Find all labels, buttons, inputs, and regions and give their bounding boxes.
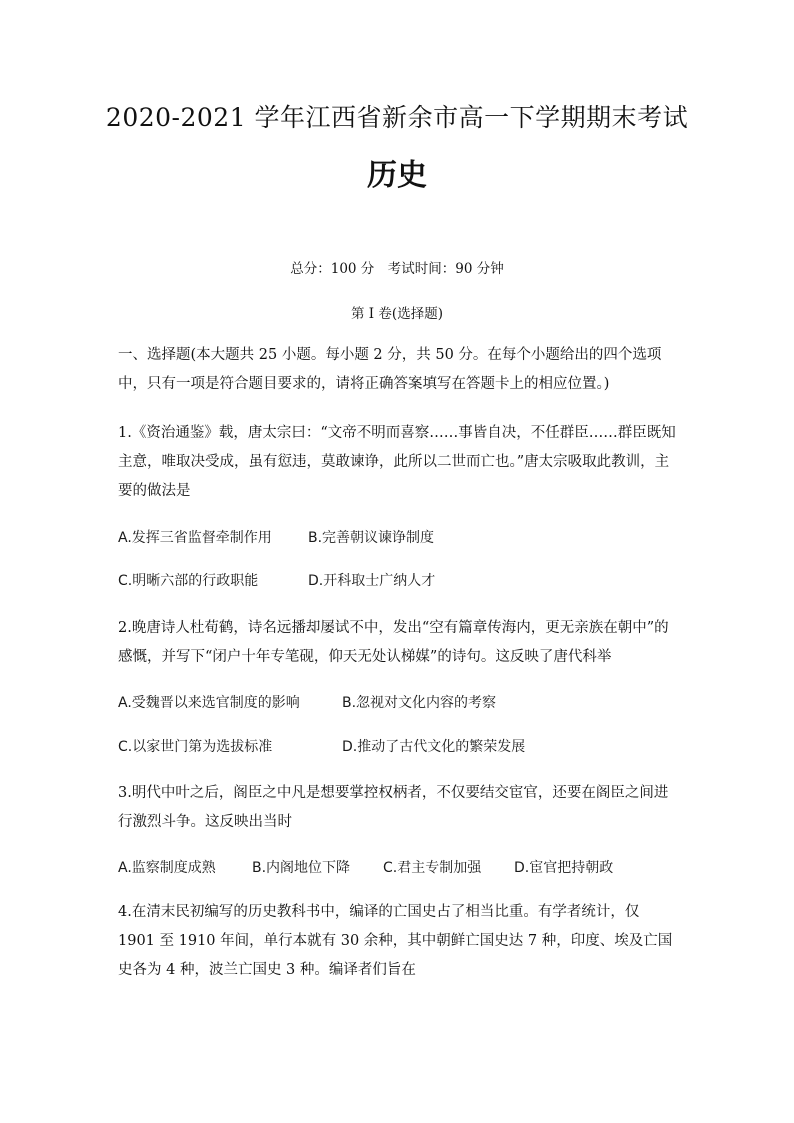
question-2-options-row-2 xyxy=(118,737,678,757)
question-2-option-d: D.推动了古代文化的繁荣发展 xyxy=(342,739,526,755)
question-2-option-a: A.受魏晋以来选官制度的影响 xyxy=(118,695,300,711)
question-1-option-d: D.开科取士广纳人才 xyxy=(308,573,436,589)
exam-title: 2020-2021 学年江西省新余市高一下学期期末考试 xyxy=(105,103,689,132)
question-2-option-b: B.忽视对文化内容的考察 xyxy=(342,695,497,711)
question-2-option-c: C.以家世门第为选拔标准 xyxy=(118,739,273,755)
volume-heading: 第 I 卷(选择题) xyxy=(351,306,443,322)
question-3-option-d: D.宦官把持朝政 xyxy=(514,860,614,876)
question-3-option-a: A.监察制度成熟 xyxy=(118,860,216,876)
question-1-options-row-2 xyxy=(118,571,678,591)
subject-heading: 历史 xyxy=(367,158,427,193)
question-3-option-c: C.君主专制加强 xyxy=(383,860,482,876)
question-3-options-row xyxy=(118,858,678,878)
question-1-options-row-1 xyxy=(118,528,678,548)
question-1-stem: 1.《资治通鉴》载，唐太宗曰：“文帝不明而喜察……事皆自决，不任群臣……群臣既知主意，唯取决受成，虽有愆违，莫敢谏诤，此所以二世而亡也。”唐太宗吸取此教训，主要的做法是 xyxy=(118,425,676,499)
question-4-stem: 4.在清末民初编写的历史教科书中，编译的亡国史占了相当比重。有学者统计，仅 1901 至 1910 年间，单行本就有 30 余种，其中朝鲜亡国史达 7 种，印度、埃及亡国史各为 4 种，波兰亡国史 3 种。编译者们旨在 xyxy=(118,904,673,978)
question-3-option-b: B.内阁地位下降 xyxy=(252,860,351,876)
question-1-option-c: C.明晰六部的行政职能 xyxy=(118,573,259,589)
question-2-stem: 2.晚唐诗人杜荀鹤，诗名远播却屡试不中，发出“空有篇章传海内，更无亲族在朝中”的感慨，并写下“闭户十年专笔砚，仰天无处认梯媒”的诗句。这反映了唐代科举 xyxy=(118,620,669,665)
question-2-options-row-1 xyxy=(118,693,678,713)
question-1-option-a: A.发挥三省监督牵制作用 xyxy=(118,530,272,546)
exam-info: 总分：100 分 考试时间：90 分钟 xyxy=(290,261,504,277)
question-1-option-b: B.完善朝议谏诤制度 xyxy=(308,530,435,546)
section-instructions: 一、选择题(本大题共 25 小题。每小题 2 分，共 50 分。在每个小题给出的四个选项中，只有一项是符合题目要求的，请将正确答案填写在答题卡上的相应位置。) xyxy=(118,347,662,392)
question-3-stem: 3.明代中叶之后，阁臣之中凡是想要掌控权柄者，不仅要结交宦官，还要在阁臣之间进行激烈斗争。这反映出当时 xyxy=(118,785,669,830)
